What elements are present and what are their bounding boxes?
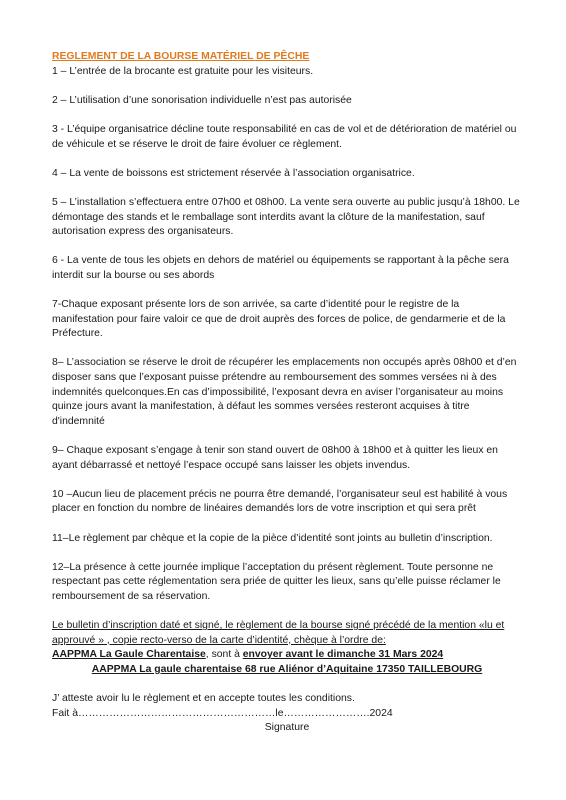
attestation-statement: J’ atteste avoir lu le règlement et en accepte toutes les conditions.: [52, 693, 355, 705]
document-page: [52, 50, 522, 736]
instructions-text: Le bulletin d’inscription daté et signé, le règlement de la bourse signé précédé de la mention «lu et approuvé » , copie recto-verso de la carte d’identité, chèque à l’ordre de:: [52, 620, 505, 646]
rule-11: 11–Le règlement par chèque et la copie de la pièce d’identité sont joints au bulletin d’inscription.: [52, 532, 493, 544]
mailing-address: AAPPMA La gaule charentaise 68 rue Aliénor d’Aquitaine 17350 TAILLEBOURG: [91, 663, 483, 675]
place-date-line: Fait à…………………………………………………le…………………….2024: [52, 707, 393, 719]
signature-label: Signature: [264, 722, 310, 734]
rule-1: 1 – L’entrée de la brocante est gratuite pour les visiteurs.: [52, 65, 314, 77]
rule-9: 9– Chaque exposant s’engage à tenir son stand ouvert de 08h00 à 18h00 et à quitter les lieux en ayant débarrassé et nettoyé l’espace occupé sans laisser les objets invendus.: [52, 445, 498, 471]
rule-12: 12–La présence à cette journée implique l’acceptation du présent règlement. Toute personne ne respectant pas cette réglementation sera priée de quitter les lieux, sans qu’elle puisse réclamer le remboursement de sa réservation.: [52, 561, 501, 602]
deadline: envoyer avant le dimanche 31 Mars 2024: [242, 649, 444, 661]
rule-10: 10 –Aucun lieu de placement précis ne pourra être demandé, l’organisateur seul est habilité à vous placer en fonction du nombre de linéaires demandés lors de votre inscription et qui sera prêt: [52, 488, 508, 515]
rule-8: 8– L’association se réserve le droit de récupérer les emplacements non occupés après 08h00 et d’en disposer sans que l’exposant puisse prétendre au remboursement des sommes versées ni à des indemnités quelconques.En cas d’impossibilité, l’exposant devra en aviser l’organisateur au moins quinze jours avant la manifestation, à défaut les sommes versées resteront acquises à titre d'indemnité: [52, 357, 517, 427]
rule-5: 5 – L’installation s’effectuera entre 07h00 et 08h00. La vente sera ouverte au public jusqu’à 18h00. Le démontage des stands et le remballage sont interdits avant la clôture de la manifestation, sauf autorisation express des organisateurs.: [52, 196, 520, 238]
payee-connector: , sont à: [205, 649, 240, 661]
rule-3: 3 - L’équipe organisatrice décline toute responsabilité en cas de vol et de détérioration de matériel ou de véhicule et se réserve le droit de faire évoluer ce règlement.: [52, 123, 517, 150]
rule-2: 2 – L’utilisation d’une sonorisation individuelle n’est pas autorisée: [52, 94, 352, 106]
rule-7: 7-Chaque exposant présente lors de son arrivée, sa carte d’identité pour le registre de la manifestation pour faire valoir ce que de droit auprès des forces de police, de gendarmerie et de la Préfecture.: [52, 299, 506, 340]
rule-6: 6 - La vente de tous les objets en dehors de matériel ou équipements se rapportant à la pêche sera interdit sur la bourse ou ses abords: [52, 255, 509, 281]
payee-name: AAPPMA La Gaule Charentaise: [52, 649, 206, 661]
document-title: REGLEMENT DE LA BOURSE MATÉRIEL DE PÊCHE: [52, 51, 310, 62]
payee-line: [52, 648, 522, 663]
rule-4: 4 – La vente de boissons est strictement réservée à l’association organisatrice.: [52, 167, 415, 179]
